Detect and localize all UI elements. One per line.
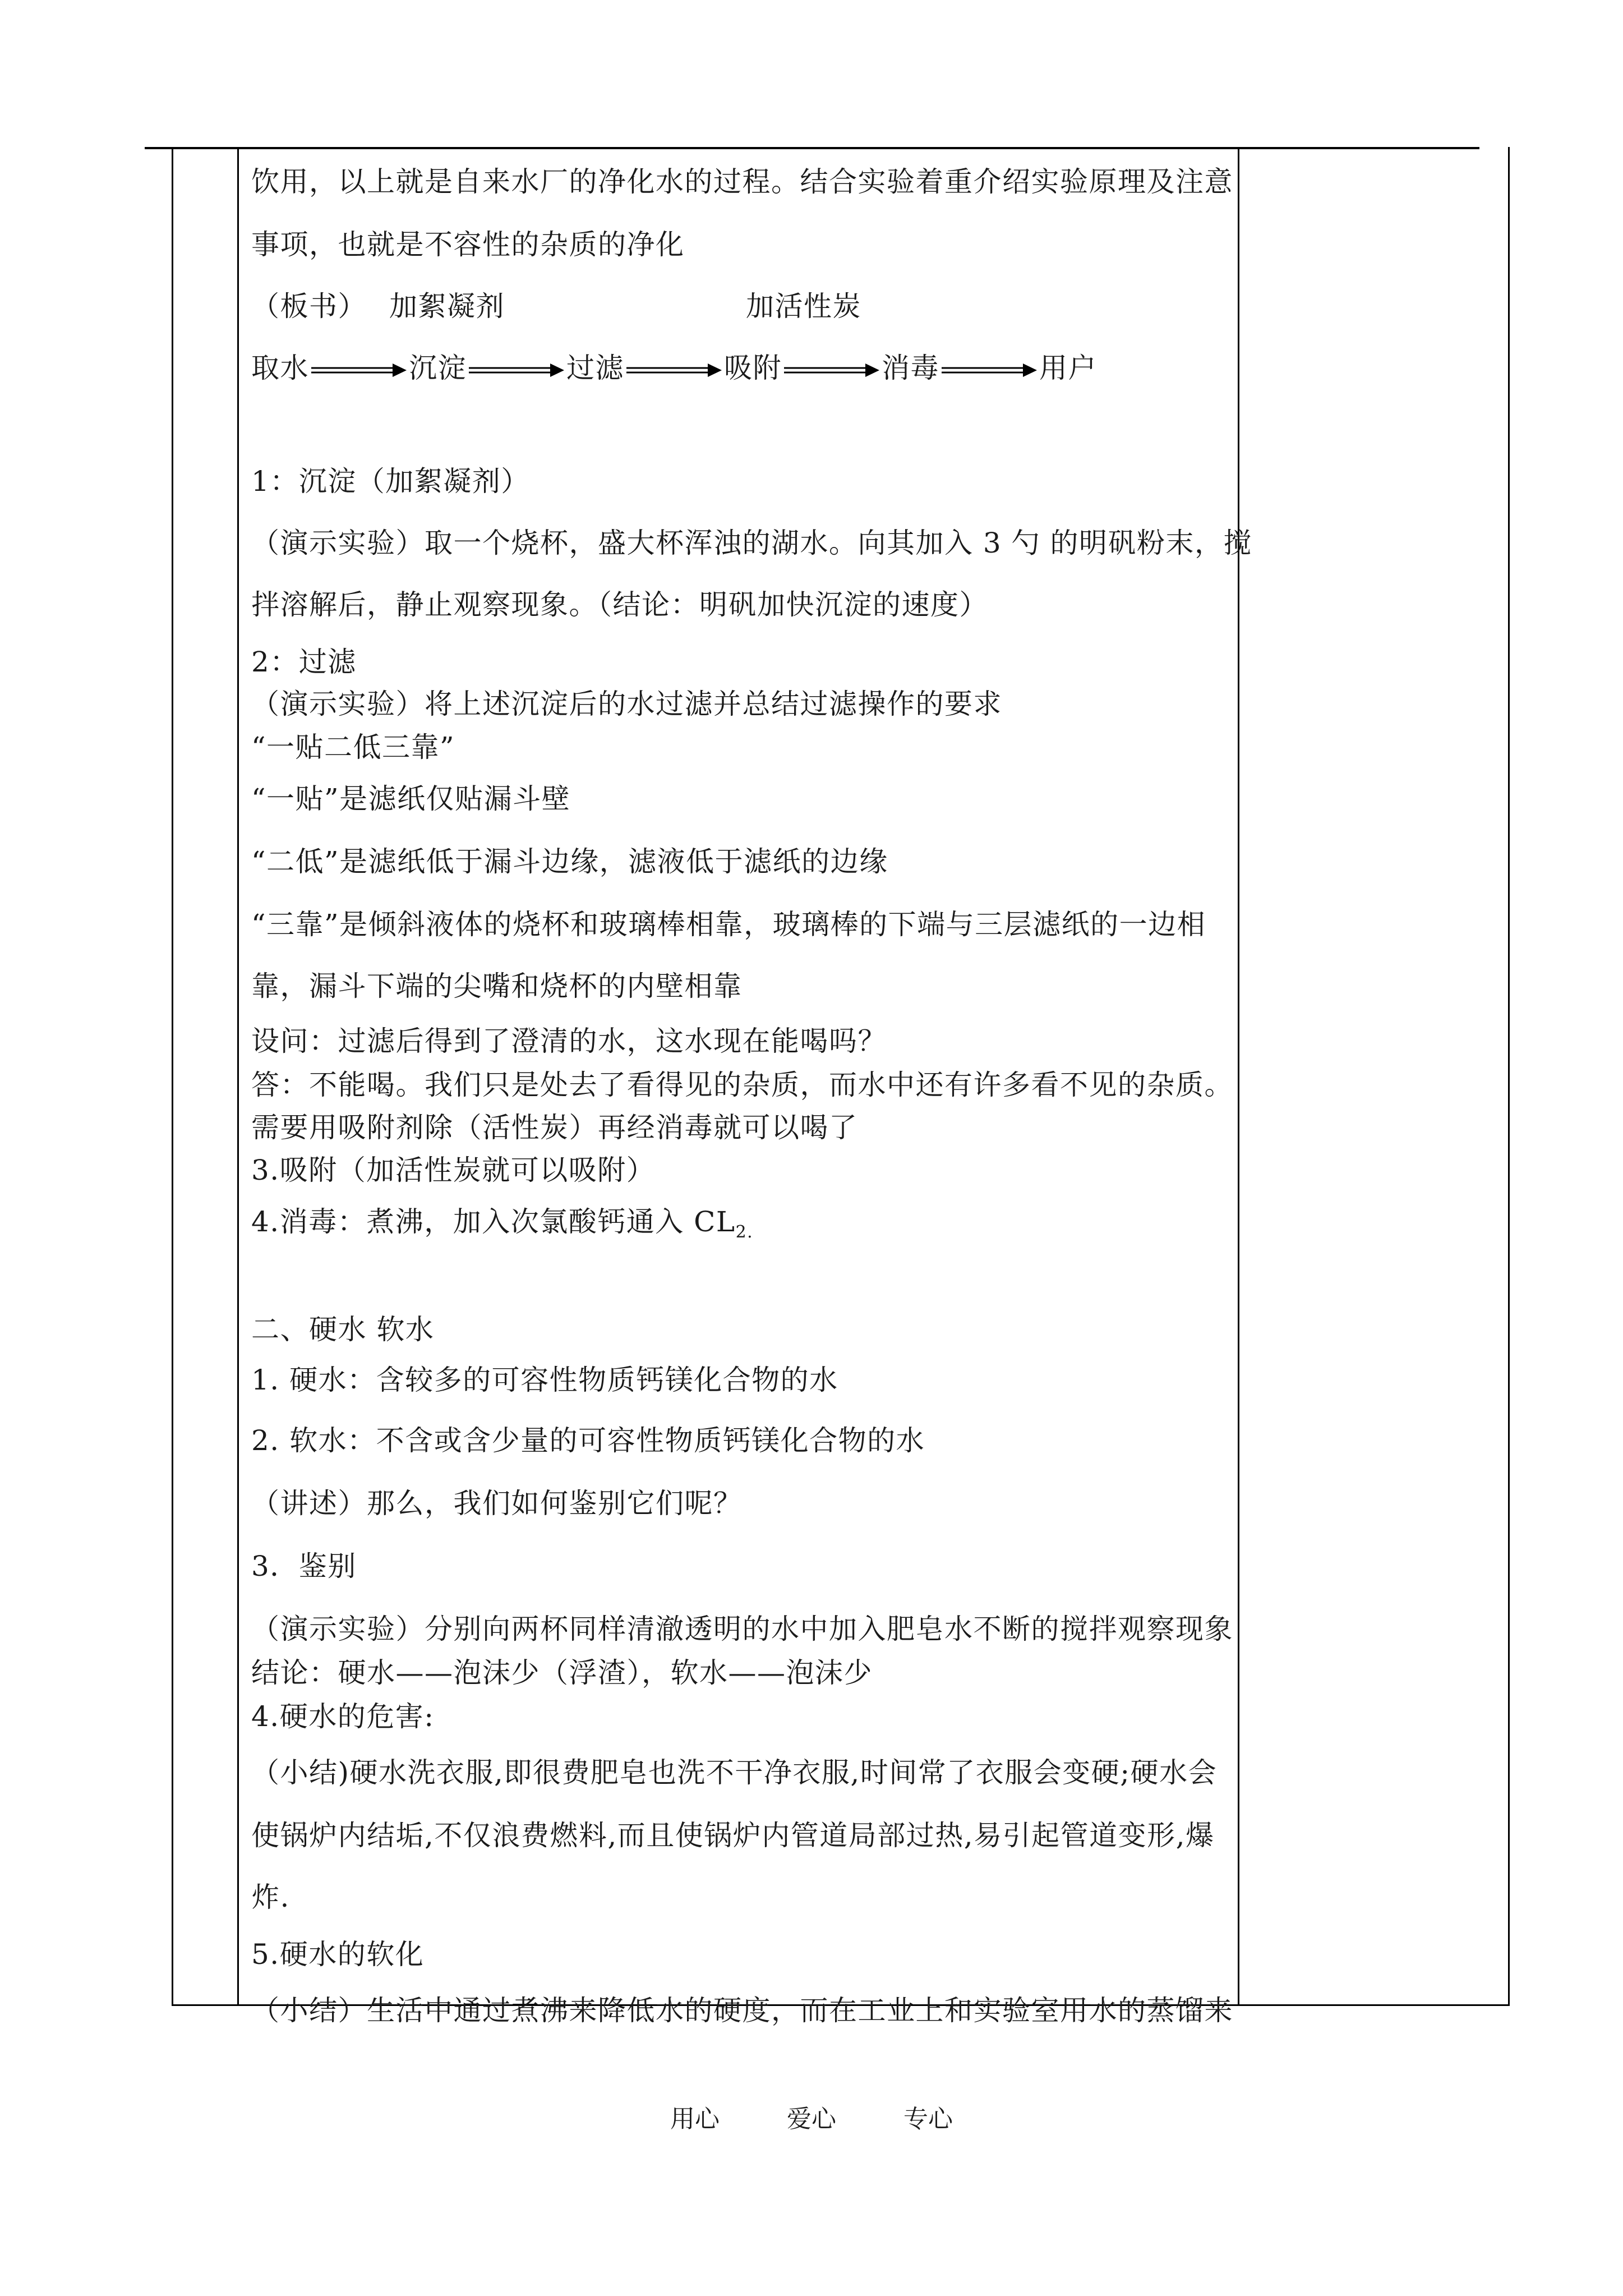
text-line: 结论：硬水——泡沫少（浮渣），软水——泡沫少 [251,1657,873,1689]
flow-step: 取水 [251,352,309,384]
flow-step: 用户 [1039,352,1097,384]
text-line: 拌溶解后，静止观察现象。（结论：明矾加快沉淀的速度） [251,588,988,621]
double-arrow-icon [469,361,564,379]
reagent-carbon-label: 加活性炭 [746,290,861,323]
text-line: 答：不能喝。我们只是处去了看得见的杂质，而水中还有许多看不见的杂质。 [251,1069,1233,1101]
lesson-content [251,147,1252,2027]
text-line: 饮用，以上就是自来水厂的净化水的过程。结合实验着重介绍实验原理及注意 [251,165,1233,198]
text-line: “三靠”是倾斜液体的烧杯和玻璃棒相靠，玻璃棒的下端与三层滤纸的一边相 [251,908,1206,941]
section-heading: 3．鉴别 [251,1550,357,1582]
text-line: 1. 硬水：含较多的可容性物质钙镁化合物的水 [251,1364,838,1396]
double-arrow-icon [942,361,1037,379]
text-line: 设问：过滤后得到了澄清的水，这水现在能喝吗？ [251,1025,887,1057]
flow-step: 消毒 [882,352,939,384]
section-heading: 二、硬水 软水 [251,1313,435,1346]
flow-step: 吸附 [724,352,782,384]
section-heading: 5.硬水的软化 [251,1938,425,1971]
text-line: （讲述）那么，我们如何鉴别它们呢？ [251,1487,743,1520]
disinfection-text: 4.消毒：煮沸，加入次氯酸钙通入 CL [251,1205,736,1238]
text-line: “一贴二低三靠” [251,731,455,763]
board-label: （板书） [251,290,367,323]
page-footer [0,2104,1623,2135]
text-line: 靠，漏斗下端的尖嘴和烧杯的内壁相靠 [251,970,743,1002]
text-line: “二低”是滤纸低于漏斗边缘，滤液低于滤纸的边缘 [251,845,888,878]
text-line: （演示实验）将上述沉淀后的水过滤并总结过滤操作的要求 [251,688,1002,720]
double-arrow-icon [784,361,879,379]
text-line: （小结）生活中通过煮沸来降低水的硬度，而在工业上和实验室用水的蒸馏来 [251,1994,1233,2027]
text-line: （小结)硬水洗衣服,即很费肥皂也洗不干净衣服,时间常了衣服会变硬;硬水会 [251,1756,1218,1789]
board-heading [251,289,861,323]
flow-step: 沉淀 [409,352,467,384]
double-arrow-icon [626,361,722,379]
footer-motto: 专心 [903,2105,953,2133]
text-line: 需要用吸附剂除（活性炭）再经消毒就可以喝了 [251,1111,858,1144]
section-heading: 4.硬水的危害: [251,1700,435,1733]
section-heading: 2：过滤 [251,646,357,678]
section-heading: 3.吸附（加活性炭就可以吸附） [251,1154,656,1186]
text-line: 使锅炉内结垢,不仅浪费燃料,而且使锅炉内管道局部过热,易引起管道变形,爆 [251,1819,1215,1852]
section-heading: 1：沉淀（加絮凝剂） [251,465,530,498]
footer-motto: 爱心 [787,2105,836,2133]
column-divider-left [237,147,239,2004]
flow-step: 过滤 [566,352,624,384]
double-arrow-icon [311,361,407,379]
chlorine-subscript: 2. [735,1222,754,1242]
text-line: 事项，也就是不容性的杂质的净化 [251,228,685,261]
text-line [251,1205,753,1249]
text-line: （演示实验）分别向两杯同样清澈透明的水中加入肥皂水不断的搅拌观察现象 [251,1613,1233,1645]
text-line: 2. 软水：不含或含少量的可容性物质钙镁化合物的水 [251,1424,925,1457]
text-line: （演示实验）取一个烧杯，盛大杯浑浊的湖水。向其加入 3 勺 的明矾粉末，搅 [251,527,1252,559]
text-line: “一贴”是滤纸仅贴漏斗壁 [251,783,571,815]
text-line: 炸. [251,1881,290,1913]
reagent-coagulant-label: 加絮凝剂 [389,290,505,323]
footer-motto: 用心 [670,2105,720,2133]
purification-flow [251,351,1097,385]
